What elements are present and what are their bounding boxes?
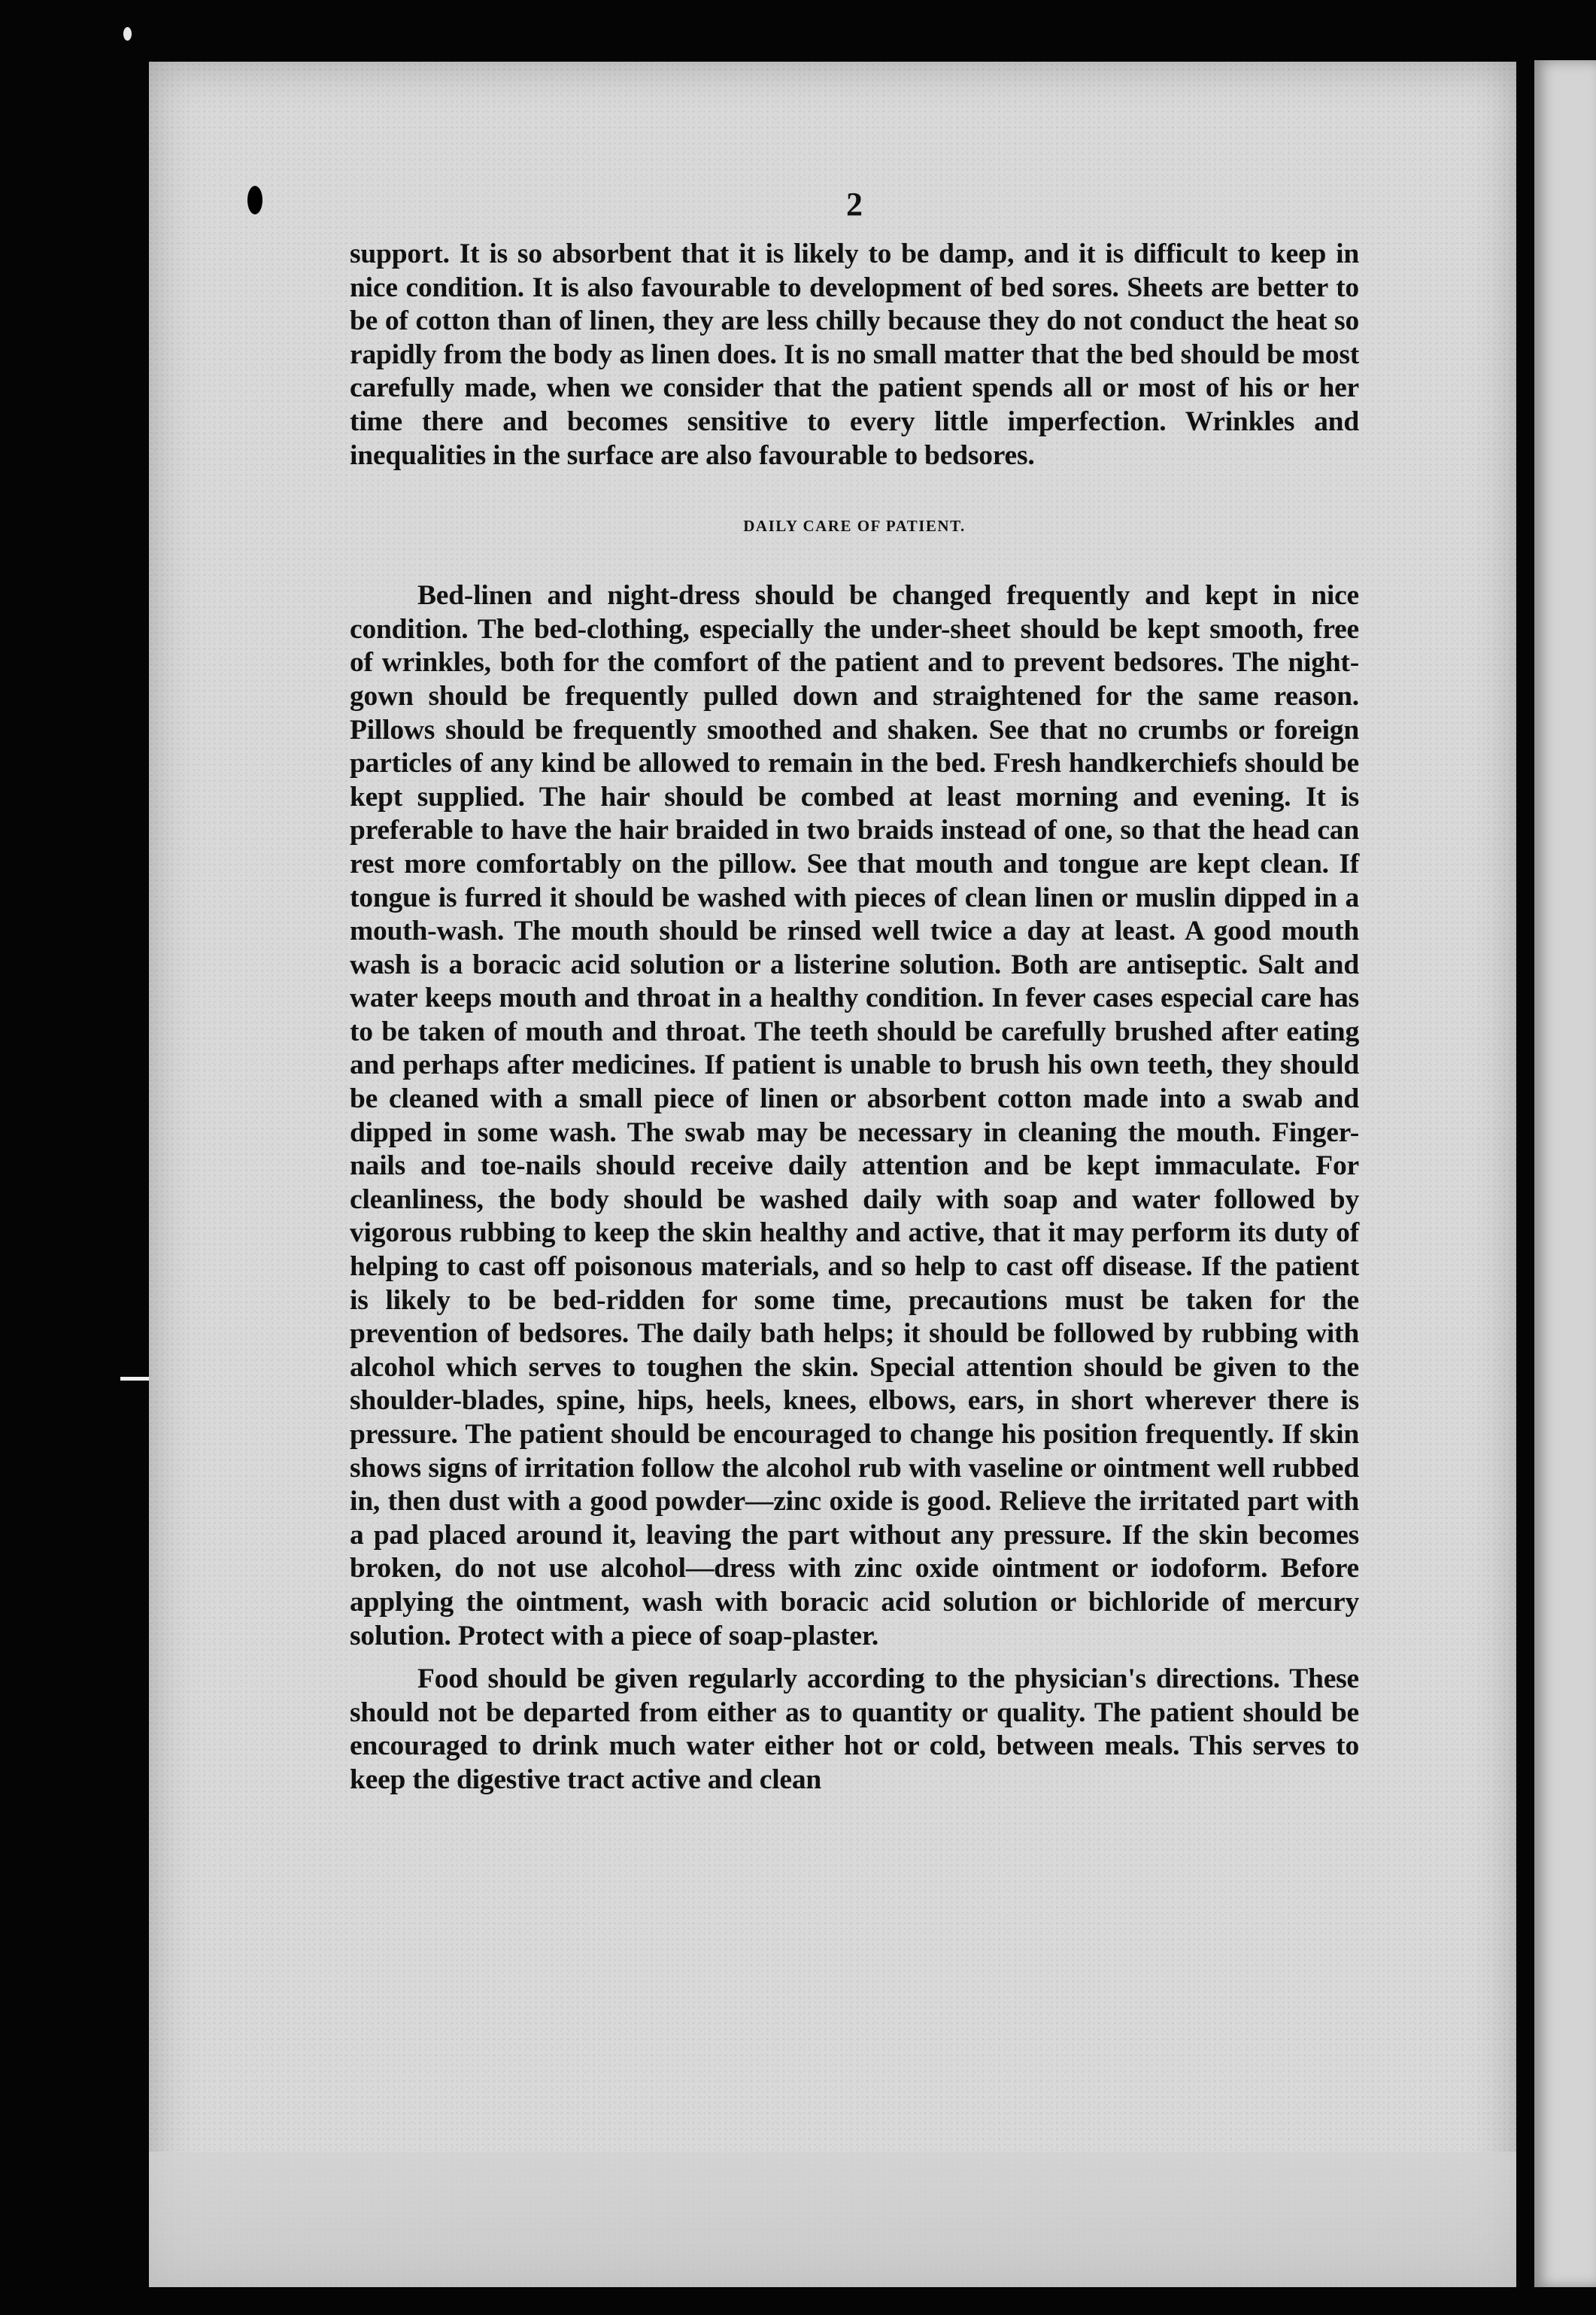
section-heading: DAILY CARE OF PATIENT.: [743, 517, 966, 536]
binding-hole: [247, 186, 262, 214]
paragraph-food: Food should be given regularly according to the physician's directions. These should not be departed from either as to quantity or quality. The patient should be encouraged to drink much water either hot or cold, between meals. This serves to keep the digestive tract active and clean: [350, 1663, 1359, 1795]
paragraph-daily-care: Bed-linen and night-dress should be changed frequently and kept in nice condition. The bed-clothing, especially the under-sheet should be kept smooth, free of wrinkles, both for the comfort of the patient and to prevent bedsores. The night-gown should be frequently pulled down and straightened for the same reason. Pillows should be frequently smoothed and shaken. See that no crumbs or foreign particles of any kind be allowed to remain in the bed. Fresh handkerchiefs should be kept supplied. The hair should be combed at least morning and evening. It is preferable to have the hair braided in two braids instead of one, so that the head can rest more comfortably on the pillow. See that mouth and tongue are kept clean. If tongue is furred it should be washed with pieces of clean linen or muslin dipped in a mouth-wash. The mouth should be rinsed well twice a day at least. A good mouth wash is a boracic acid solution or a listerine solution. Both are antiseptic. Salt and water keeps mouth and throat in a healthy condition. In fever cases especial care has to be taken of mouth and throat. The teeth should be carefully brushed after eating and perhaps after medicines. If patient is unable to brush his own teeth, they should be cleaned with a small piece of linen or absorbent cotton made into a swab and dipped in some wash. The swab may be necessary in cleaning the mouth. Finger-nails and toe-nails should receive daily attention and be kept immaculate. For cleanliness, the body should be washed daily with soap and water followed by vigorous rubbing to keep the skin healthy and active, that it may perform its duty of helping to cast off poisonous materials, and so help to cast off disease. If the patient is likely to be bed-ridden for some time, precautions must be taken for the prevention of bedsores. The daily bath helps; it should be followed by rubbing with alcohol which serves to toughen the skin. Special attention should be given to the shoulder-blades, spine, hips, heels, knees, elbows, ears, in short wherever there is pressure. The patient should be encouraged to change his position frequently. If skin shows signs of irritation follow the alcohol rub with vaseline or ointment well rubbed in, then dust with a good powder—zinc oxide is good. Relieve the irritated part with a pad placed around it, leaving the part without any pressure. If the skin becomes broken, do not use alcohol—dress with zinc oxide ointment or iodoform. Before applying the ointment, wash with boracic acid solution or bichloride of mercury solution. Protect with a piece of soap-plaster.: [350, 580, 1359, 1651]
page-number: 2: [846, 186, 863, 223]
scan-speck: [123, 27, 132, 41]
paragraph-bedding: support. It is so absorbent that it is likely to be damp, and it is difficult to keep in nice condition. It is also favourable to development of bed sores. Sheets are better to be of cotton than of linen, they are less chilly because they do not conduct the heat so rapidly from the body as linen does. It is no small matter that the bed should be most carefully made, when we consider that the patient spends all or most of his or her time there and becomes sensitive to every little imperfection. Wrinkles and inequalities in the surface are also favourable to bedsores.: [350, 238, 1359, 471]
facing-page-edge: [1534, 60, 1596, 2287]
text-column: [350, 178, 1359, 1797]
page-bottom-shadow: [149, 2152, 1516, 2287]
